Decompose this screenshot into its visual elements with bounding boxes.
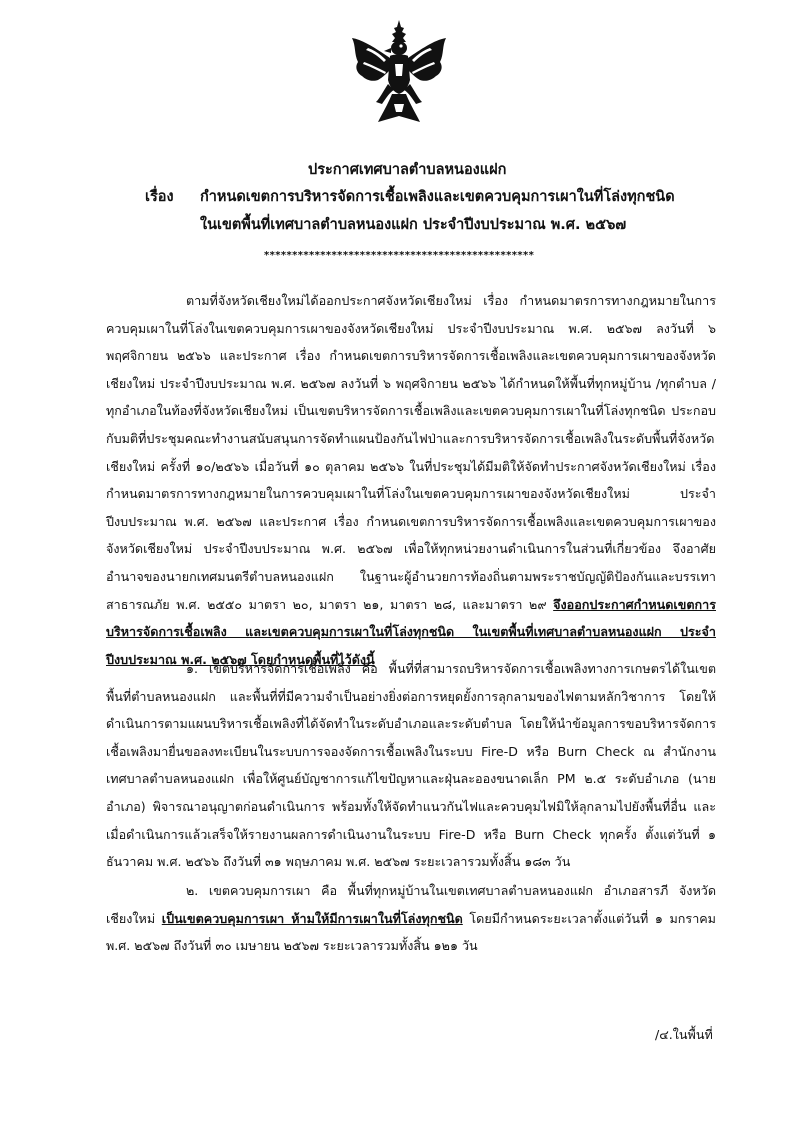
intro-text: ตามที่จังหวัดเชียงใหม่ได้ออกประกาศจังหวัดเชียงใหม่ เรื่อง กำหนดมาตรการทางกฎหมายในการควบคุมเผาในที่โล่งในเขตควบคุมการเผาของจังหวัดเชียงใหม่ ประจำปีงบประมาณ พ.ศ. ๒๕๖๗ ลงวันที่ ๖ พฤศจิกายน ๒๕๖๖ และประกาศ เรื่อง กำหนดเขตการบริหารจัดการเชื้อเพลิงและเขตควบคุมการเผาของจังหวัดเชียงใหม่ ประจำปีงบประมาณ พ.ศ. ๒๕๖๗ ลงวันที่ ๖ พฤศจิกายน ๒๕๖๖ ได้กำหนดให้พื้นที่ทุกหมู่บ้าน /ทุกตำบล /ทุกอำเภอในท้องที่จังหวัดเชียงใหม่ เป็นเขตบริหารจัดการเชื้อเพลิงและเขตควบคุมการเผาในที่โล่งทุกชนิด ประกอบกับมติที่ประชุมคณะทำงานสนับสนุนการจัดทำแผนป้องกันไฟป่าและการบริหารจัดการเชื้อเพลิงในระดับพื้นที่จังหวัดเชียงใหม่ ครั้งที่ ๑๐/๒๕๖๖ เมื่อวันที่ ๑๐ ตุลาคม ๒๕๖๖ ในที่ประชุมได้มีมติให้จัดทำประกาศจังหวัดเชียงใหม่ เรื่อง กำหนดมาตรการทางกฎหมายในการควบคุมเผาในที่โล่งในเขตควบคุมการเผาของจังหวัดเชียงใหม่ ประจำปีงบประมาณ พ.ศ. ๒๕๖๗ และประกาศ เรื่อง กำหนดเขตการบริหารจัดการเชื้อเพลิงและเขตควบคุมการเผาของจังหวัดเชียงใหม่ ประจำปีงบประมาณ พ.ศ. ๒๕๖๗ เพื่อให้ทุกหน่วยงานดำเนินการในส่วนที่เกี่ยวข้อง จึงอาศัยอำนาจของนายกเทศมนตรีตำบลหนองแฝก ในฐานะผู้อำนวยการท้องถิ่นตามพระราชบัญญัติป้องกันและบรรเทาสาธารณภัย พ.ศ. ๒๕๕๐ มาตรา ๒๐, มาตรา ๒๑, มาตรา ๒๘, และมาตรา ๒๙ xyxy=(106,293,716,612)
item-2-suffix: โดยมีกำหนดระยะเวลาตั้งแต่วันที่ ๑ มกราคม พ.ศ. ๒๕๖๗ ถึงวันที่ ๓๐ เมษายน ๒๕๖๗ ระยะเวลารวมทั้งสิ้น ๑๒๑ วัน xyxy=(106,910,716,954)
item-1-paragraph xyxy=(106,655,716,876)
intro-paragraph xyxy=(106,287,716,673)
page-continuation: /๔.ในพื้นที่ xyxy=(655,1027,713,1042)
announcement-title: ประกาศเทศบาลตำบลหนองแฝก xyxy=(308,162,507,178)
subject-line-1: กำหนดเขตการบริหารจัดการเชื้อเพลิงและเขตควบคุมการเผาในที่โล่งทุกชนิด xyxy=(200,189,675,205)
garuda-emblem-icon xyxy=(348,18,450,126)
separator-stars: ************************************************ xyxy=(264,250,535,261)
intro-emphasis: จึงออกประกาศกำหนดเขตการบริหารจัดการเชื้อเพลิง และเขตควบคุมการเผาในที่โล่งทุกชนิด ในเขตพื้นที่เทศบาลตำบลหนองแฝก ประจำปีงบประมาณ พ.ศ. ๒๕๖๗ โดยกำหนดพื้นที่ไว้ดังนี้ xyxy=(106,596,716,667)
item-2-prefix: ๒. เขตควบคุมการเผา คือ พื้นที่ทุกหมู่บ้านในเขตเทศบาลตำบลหนองแฝก อำเภอสารภี จังหวัดเชียงใหม่ xyxy=(106,883,716,926)
subject-line-2: ในเขตพื้นที่เทศบาลตำบลหนองแฝก ประจำปีงบประมาณ พ.ศ. ๒๕๖๗ xyxy=(200,217,627,233)
item-2-paragraph xyxy=(106,877,716,960)
item-2-emphasis: เป็นเขตควบคุมการเผา ห้ามให้มีการเผาในที่โล่งทุกชนิด xyxy=(161,910,463,926)
item-1-text: ๑. เขตบริหารจัดการเชื้อเพลิง คือ พื้นที่ที่สามารถบริหารจัดการเชื้อเพลิงทางการเกษตรได้ในเขตพื้นที่ตำบลหนองแฝก และพื้นที่ที่มีความจำเป็นอย่างยิ่งต่อการหยุดยั้งการลุกลามของไฟตามหลักวิชาการ โดยให้ดำเนินการตามแผนบริหารเชื้อเพลิงที่ได้จัดทำในระดับอำเภอและระดับตำบล โดยให้นำข้อมูลการขอบริหารจัดการเชื้อเพลิงมายื่นขอลงทะเบียนในระบบการจองจัดการเชื้อเพลิงในระบบ Fire-D หรือ Burn Check ณ สำนักงานเทศบาลตำบลหนองแฝก เพื่อให้ศูนย์บัญชาการแก้ไขปัญหาและฝุ่นละอองขนาดเล็ก PM ๒.๕ ระดับอำเภอ (นายอำเภอ) พิจารณาอนุญาตก่อนดำเนินการ พร้อมทั้งให้จัดทำแนวกันไฟและควบคุมไฟมิให้ลุกลามไปยังพื้นที่อื่น และเมื่อดำเนินการแล้วเสร็จให้รายงานผลการดำเนินงานในระบบ Fire-D หรือ Burn Check ทุกครั้ง ตั้งแต่วันที่ ๑ ธันวาคม พ.ศ. ๒๕๖๖ ถึงวันที่ ๓๑ พฤษภาคม พ.ศ. ๒๕๖๗ ระยะเวลารวมทั้งสิ้น ๑๘๓ วัน xyxy=(106,661,716,870)
subject-label: เรื่อง xyxy=(145,189,174,205)
